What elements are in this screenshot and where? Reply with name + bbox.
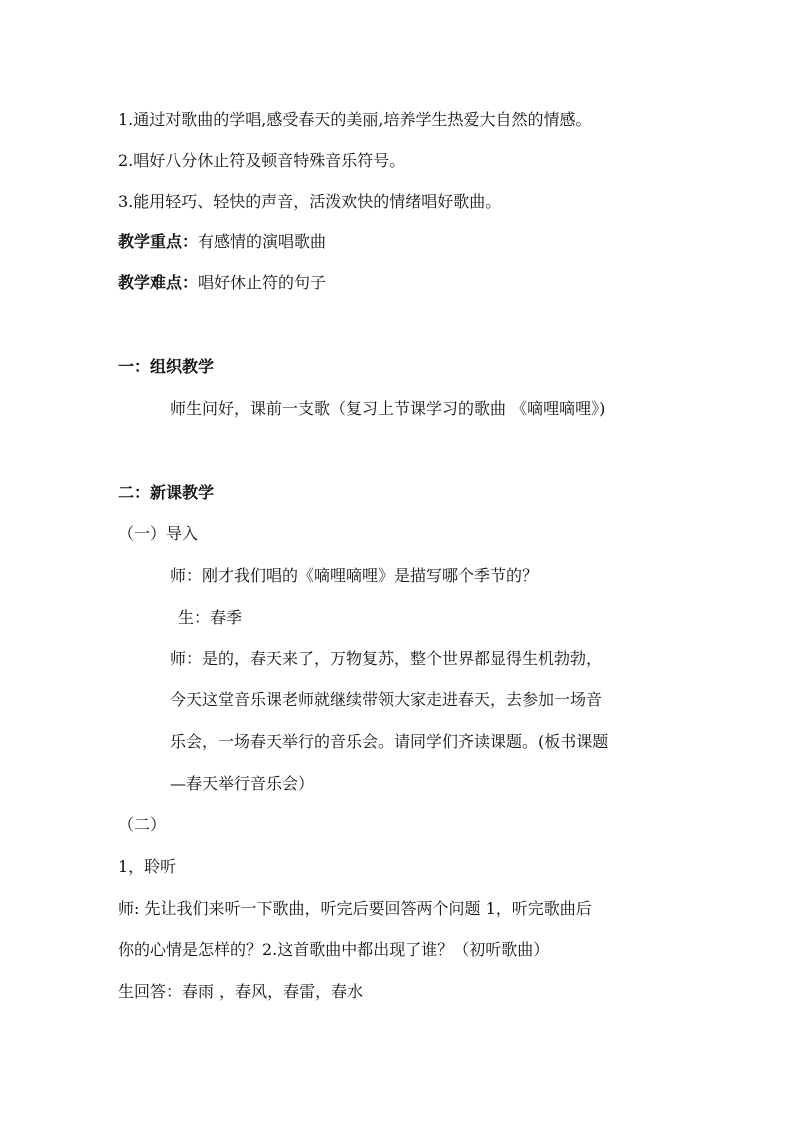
- objective-2: 2.唱好八分休止符及顿音特殊音乐符号。: [118, 151, 406, 170]
- student-answer: 生回答：春雨 ，春风，春雷，春水: [118, 982, 364, 1001]
- section-two-heading: 二：新课教学: [118, 483, 215, 502]
- objective-3: 3.能用轻巧、轻快的声音，活泼欢快的情绪唱好歌曲。: [118, 192, 502, 211]
- difficulty-line: [118, 273, 326, 293]
- dialogue-line-4: 今天这堂音乐课老师就继续带领大家走进春天，去参加一场音: [170, 690, 603, 709]
- section-one-body: 师生问好，课前一支歌（复习上节课学习的歌曲 《嘀哩嘀哩》): [170, 399, 606, 418]
- key-point-text: 有感情的演唱歌曲: [198, 232, 327, 251]
- section-one-heading: 一：组织教学: [118, 357, 215, 376]
- part-two-label: （二）: [118, 815, 167, 834]
- key-point-label: 教学重点：: [118, 232, 199, 251]
- dialogue-line-3: 师：是的，春天来了，万物复苏，整个世界都显得生机勃勃，: [170, 649, 603, 668]
- key-point-line: [118, 232, 326, 252]
- dialogue-line-6: —春天举行音乐会）: [170, 774, 315, 793]
- dialogue-line-2: 生：春季: [178, 608, 243, 627]
- teacher-line-1: 师: 先让我们来听一下歌曲，听完后要回答两个问题 1，听完歌曲后: [118, 899, 592, 918]
- difficulty-label: 教学难点：: [118, 273, 199, 292]
- dialogue-line-1: 师：刚才我们唱的《嘀哩嘀哩》是描写哪个季节的？: [170, 566, 539, 585]
- objective-1: 1.通过对歌曲的学唱,感受春天的美丽,培养学生热爱大自然的情感。: [118, 110, 592, 129]
- part-one-label: （一）导入: [118, 524, 199, 543]
- listen-label: 1，聆听: [118, 857, 177, 876]
- dialogue-line-5: 乐会，一场春天举行的音乐会。请同学们齐读课题。(板书课题: [170, 732, 609, 751]
- difficulty-text: 唱好休止符的句子: [198, 273, 327, 292]
- teacher-line-2: 你的心情是怎样的？2.这首歌曲中都出现了谁？（初听歌曲）: [118, 940, 550, 959]
